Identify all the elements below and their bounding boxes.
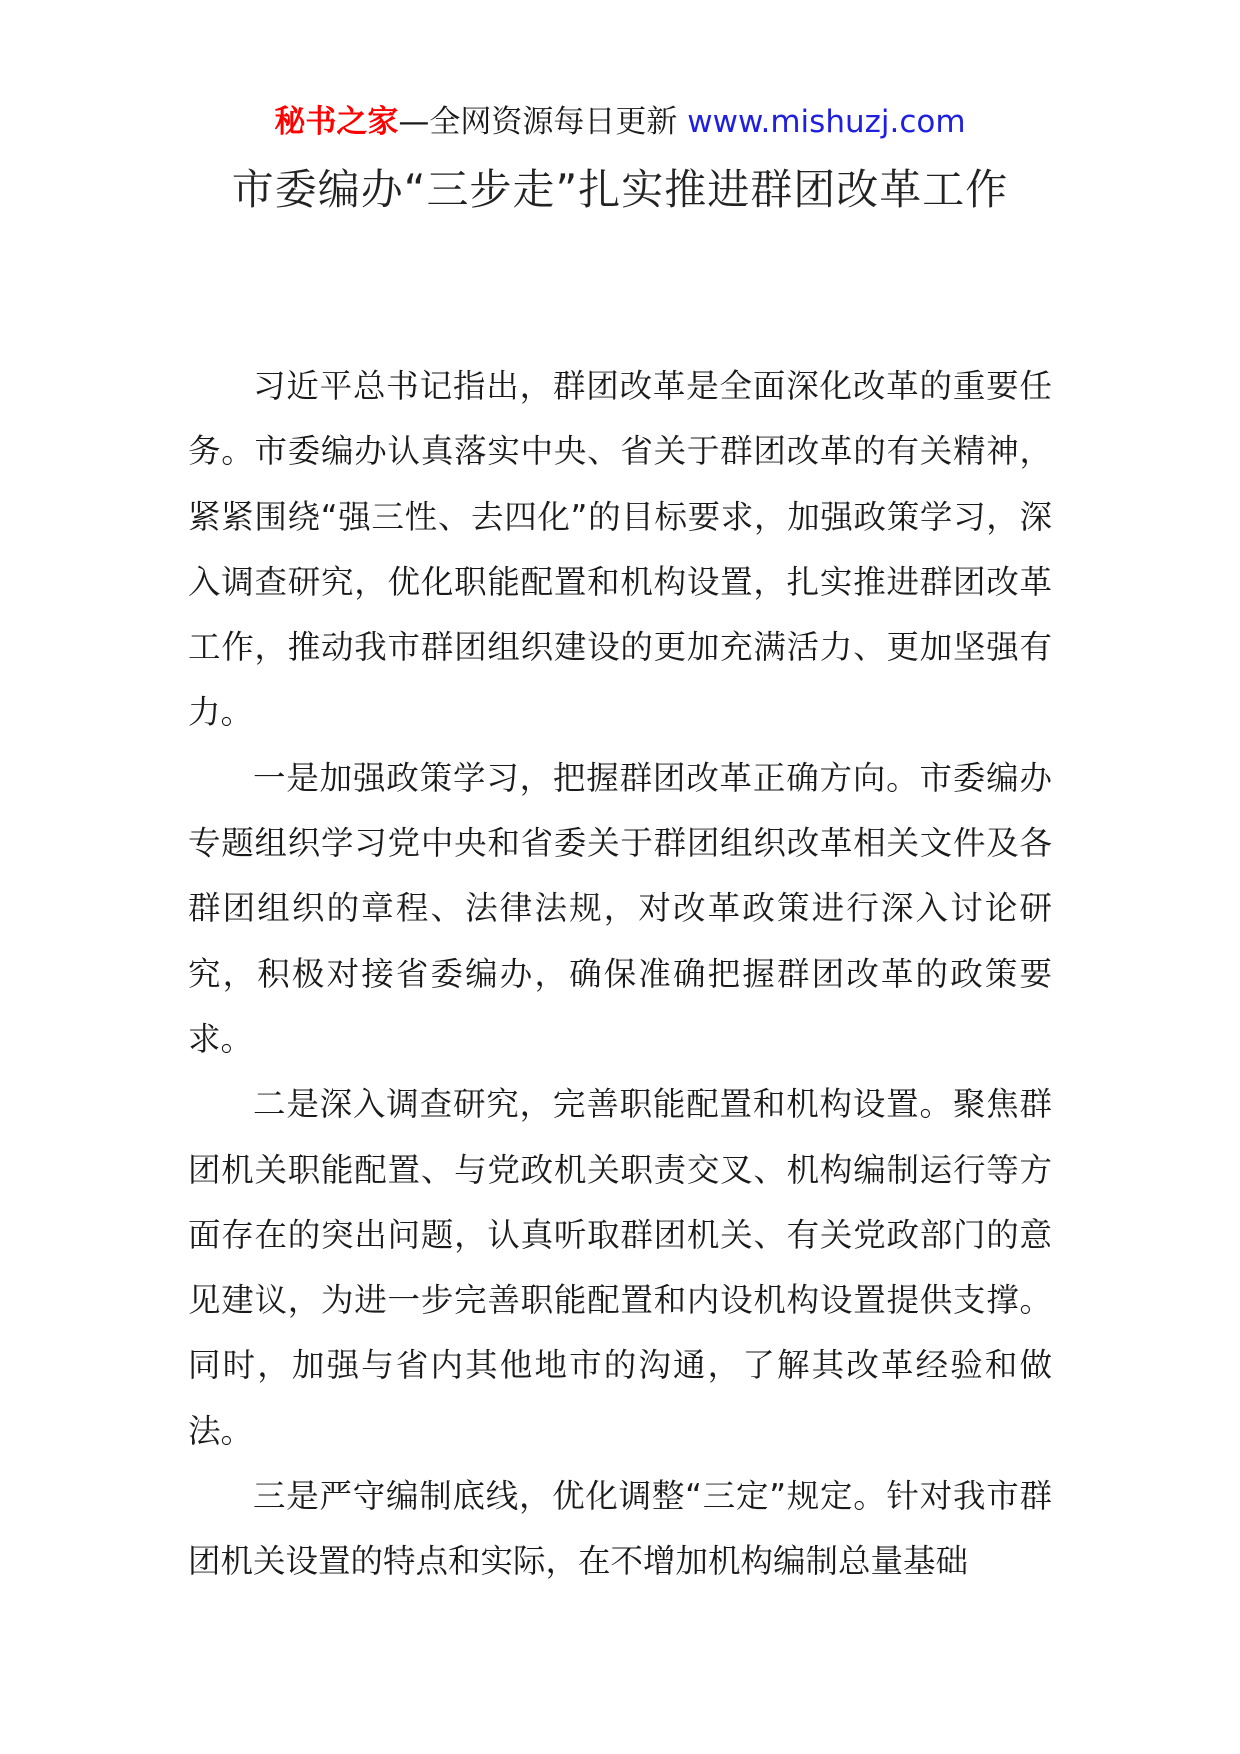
brand-name: 秘书之家	[274, 104, 399, 140]
paragraph-intro: 习近平总书记指出，群团改革是全面深化改革的重要任务。市委编办认真落实中央、省关于群团改革的有关精神，紧紧围绕“强三性、去四化”的目标要求，加强政策学习，深入调查研究，优化职能配置和机构设置，扎实推进群团改革工作，推动我市群团组织建设的更加充满活力、更加坚强有力。	[188, 367, 1052, 732]
paragraph-step-two: 二是深入调查研究，完善职能配置和机构设置。聚焦群团机关职能配置、与党政机关职责交叉、机构编制运行等方面存在的突出问题，认真听取群团机关、有关党政部门的意见建议，为进一步完善职能配置和内设机构设置提供支撑。同时，加强与省内其他地市的沟通，了解其改革经验和做法。	[188, 1085, 1052, 1450]
watermark-header	[0, 100, 1240, 144]
paragraph-step-one: 一是加强政策学习，把握群团改革正确方向。市委编办专题组织学习党中央和省委关于群团组织改革相关文件及各群团组织的章程、法律法规，对改革政策进行深入讨论研究，积极对接省委编办，确保准确把握群团改革的政策要求。	[188, 758, 1052, 1058]
site-url[interactable]: www.mishuzj.com	[687, 104, 966, 140]
document-title: 市委编办“三步走”扎实推进群团改革工作	[231, 165, 1009, 214]
document-body	[188, 354, 1052, 1595]
paragraph-step-three: 三是严守编制底线，优化调整“三定”规定。针对我市群团机关设置的特点和实际，在不增加机构编制总量基础	[188, 1477, 1052, 1581]
header-tagline: —全网资源每日更新	[398, 104, 678, 140]
